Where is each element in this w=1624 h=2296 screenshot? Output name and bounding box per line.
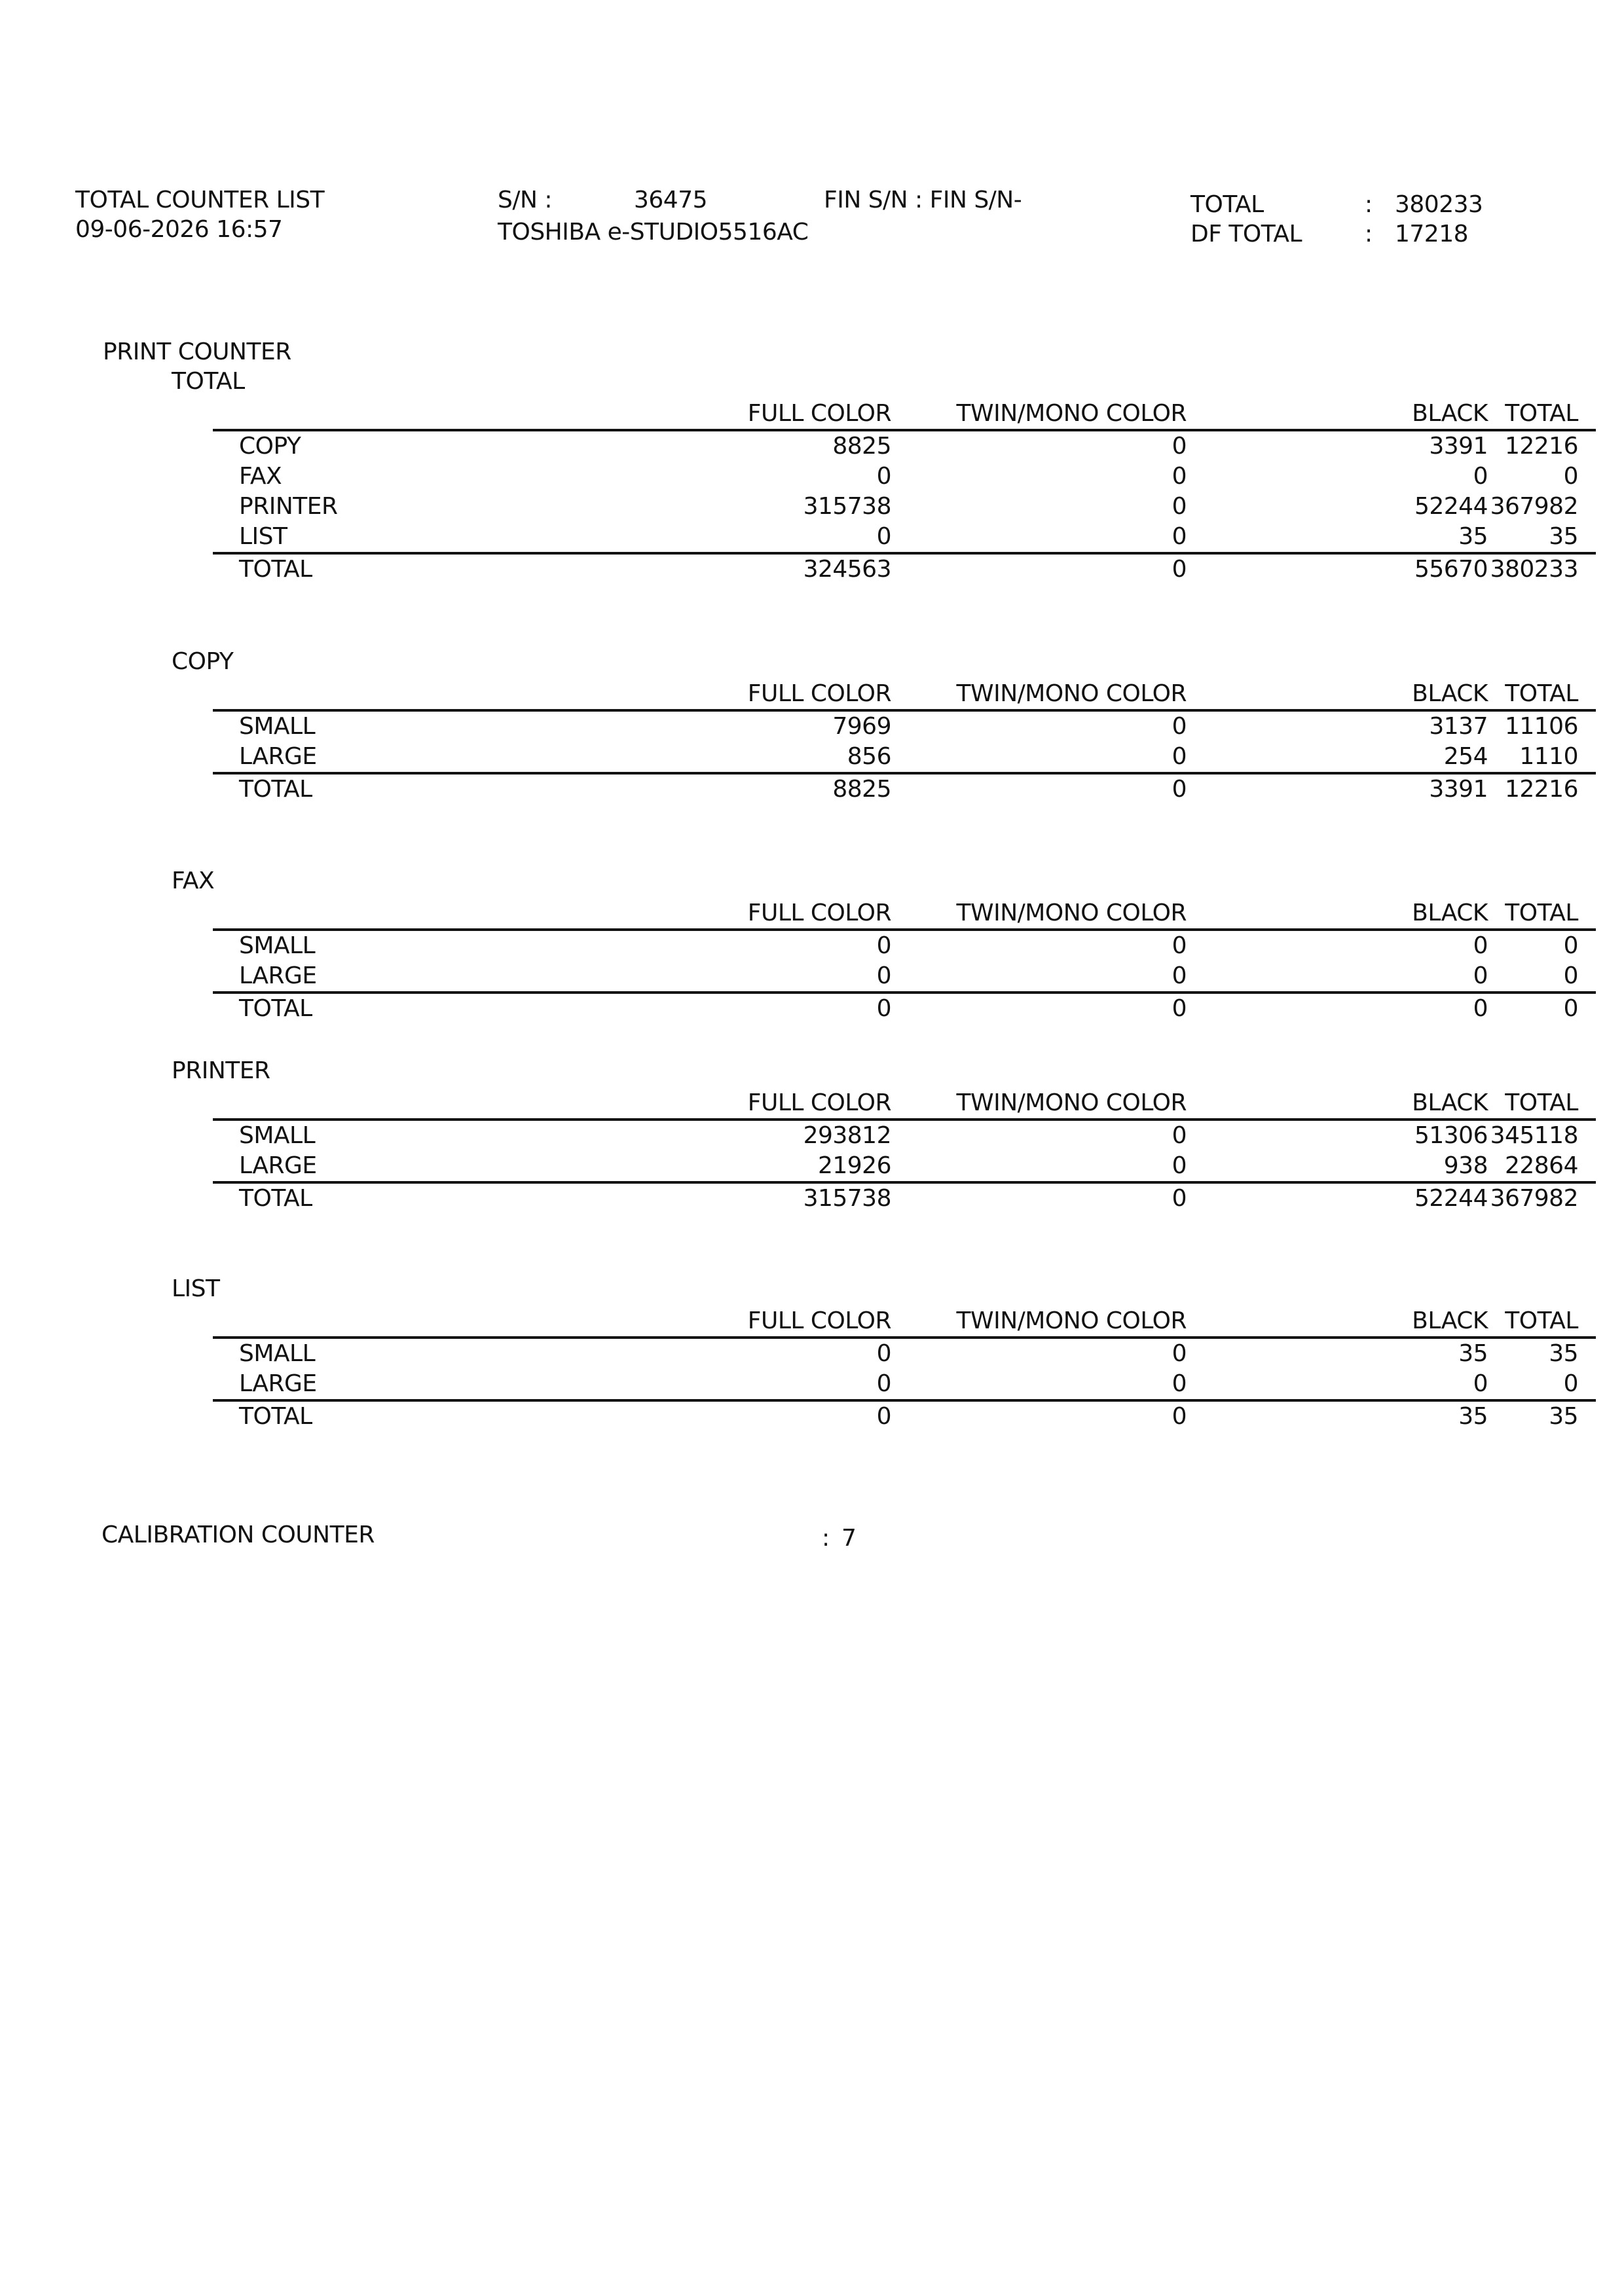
- df-total-label: DF TOTAL: [1190, 221, 1302, 247]
- row-label: SMALL: [239, 932, 316, 959]
- col-twin-mono: TWIN/MONO COLOR: [956, 400, 1187, 427]
- table-copy: [213, 678, 1596, 807]
- cell-black: 938: [1443, 1152, 1488, 1179]
- fin-sn: FIN S/N : FIN S/N-: [824, 187, 1022, 213]
- table-row: [213, 1151, 1596, 1184]
- cell-twin-mono: 0: [1172, 962, 1187, 989]
- cell-full-color: 8825: [832, 776, 891, 803]
- cell-black: 0: [1473, 962, 1488, 989]
- row-label: SMALL: [239, 1122, 316, 1149]
- table-total-row: [213, 555, 1596, 587]
- row-label: LIST: [239, 523, 287, 550]
- table-row: [213, 931, 1596, 961]
- model-name: TOSHIBA e-STUDIO5516AC: [498, 219, 809, 246]
- cell-twin-mono: 0: [1172, 743, 1187, 770]
- table-total-row: [213, 1402, 1596, 1434]
- section-title-printer: PRINTER: [172, 1057, 270, 1084]
- cell-total: 0: [1563, 995, 1578, 1022]
- col-total: TOTAL: [1505, 1307, 1578, 1334]
- col-full-color: FULL COLOR: [747, 1089, 891, 1116]
- row-label: SMALL: [239, 713, 316, 740]
- cell-black: 0: [1473, 995, 1488, 1022]
- calibration-colon: :: [822, 1525, 830, 1552]
- cell-total: 367982: [1490, 493, 1578, 520]
- cell-black: 0: [1473, 932, 1488, 959]
- col-twin-mono: TWIN/MONO COLOR: [956, 1089, 1187, 1116]
- cell-total: 11106: [1504, 713, 1578, 740]
- col-black: BLACK: [1412, 1307, 1488, 1334]
- cell-black: 0: [1473, 1370, 1488, 1397]
- cell-black: 35: [1458, 523, 1488, 550]
- col-total: TOTAL: [1505, 680, 1578, 707]
- row-label: TOTAL: [239, 1403, 312, 1430]
- table-header: [213, 1087, 1596, 1121]
- cell-total: 35: [1549, 523, 1578, 550]
- col-black: BLACK: [1412, 400, 1488, 427]
- cell-full-color: 0: [876, 932, 891, 959]
- cell-black: 3391: [1429, 776, 1488, 803]
- table-row: [213, 1339, 1596, 1369]
- cell-total: 35: [1549, 1403, 1578, 1430]
- cell-full-color: 8825: [832, 433, 891, 460]
- cell-total: 12216: [1504, 433, 1578, 460]
- cell-twin-mono: 0: [1172, 1340, 1187, 1367]
- total-label: TOTAL: [1190, 191, 1264, 218]
- cell-twin-mono: 0: [1172, 995, 1187, 1022]
- cell-twin-mono: 0: [1172, 1152, 1187, 1179]
- cell-total: 0: [1563, 962, 1578, 989]
- cell-twin-mono: 0: [1172, 776, 1187, 803]
- row-label: SMALL: [239, 1340, 316, 1367]
- sn-label: S/N :: [498, 187, 552, 213]
- table-list: [213, 1305, 1596, 1434]
- table-header: [213, 397, 1596, 431]
- cell-full-color: 0: [876, 995, 891, 1022]
- table-row: [213, 522, 1596, 555]
- report-title: TOTAL COUNTER LIST: [75, 187, 325, 213]
- cell-full-color: 0: [876, 1403, 891, 1430]
- cell-twin-mono: 0: [1172, 1122, 1187, 1149]
- row-label: TOTAL: [239, 556, 312, 583]
- cell-full-color: 7969: [832, 713, 891, 740]
- col-twin-mono: TWIN/MONO COLOR: [956, 900, 1187, 926]
- table-header: [213, 897, 1596, 931]
- table-total: [213, 397, 1596, 587]
- row-label: TOTAL: [239, 776, 312, 803]
- section-title-list: LIST: [172, 1275, 220, 1302]
- cell-total: 12216: [1504, 776, 1578, 803]
- row-label: FAX: [239, 463, 282, 490]
- table-header: [213, 1305, 1596, 1339]
- cell-full-color: 0: [876, 463, 891, 490]
- row-label: COPY: [239, 433, 301, 460]
- col-full-color: FULL COLOR: [747, 900, 891, 926]
- cell-full-color: 856: [847, 743, 891, 770]
- cell-total: 345118: [1490, 1122, 1578, 1149]
- table-row: [213, 712, 1596, 742]
- table-header: [213, 678, 1596, 712]
- row-label: PRINTER: [239, 493, 338, 520]
- print-counter-title: PRINT COUNTER: [103, 338, 291, 365]
- row-label: LARGE: [239, 1370, 317, 1397]
- table-row: [213, 961, 1596, 994]
- cell-total: 0: [1563, 932, 1578, 959]
- cell-twin-mono: 0: [1172, 1403, 1187, 1430]
- total-colon: :: [1365, 191, 1373, 218]
- table-row: [213, 462, 1596, 492]
- col-total: TOTAL: [1505, 400, 1578, 427]
- table-fax: [213, 897, 1596, 1027]
- cell-full-color: 0: [876, 1370, 891, 1397]
- table-row: [213, 492, 1596, 522]
- calibration-value: 7: [841, 1525, 857, 1552]
- cell-black: 51306: [1414, 1122, 1488, 1149]
- col-full-color: FULL COLOR: [747, 400, 891, 427]
- total-value: 380233: [1395, 191, 1483, 218]
- cell-black: 35: [1458, 1340, 1488, 1367]
- cell-twin-mono: 0: [1172, 1185, 1187, 1212]
- cell-black: 3137: [1429, 713, 1488, 740]
- cell-black: 35: [1458, 1403, 1488, 1430]
- col-total: TOTAL: [1505, 1089, 1578, 1116]
- cell-twin-mono: 0: [1172, 523, 1187, 550]
- cell-total: 0: [1563, 1370, 1578, 1397]
- cell-full-color: 293812: [803, 1122, 891, 1149]
- col-total: TOTAL: [1505, 900, 1578, 926]
- cell-twin-mono: 0: [1172, 1370, 1187, 1397]
- cell-full-color: 324563: [803, 556, 891, 583]
- row-label: LARGE: [239, 743, 317, 770]
- row-label: TOTAL: [239, 995, 312, 1022]
- table-total-row: [213, 774, 1596, 807]
- cell-total: 22864: [1504, 1152, 1578, 1179]
- table-total-row: [213, 1184, 1596, 1216]
- cell-twin-mono: 0: [1172, 433, 1187, 460]
- cell-black: 3391: [1429, 433, 1488, 460]
- cell-black: 52244: [1414, 493, 1488, 520]
- cell-twin-mono: 0: [1172, 493, 1187, 520]
- cell-full-color: 21926: [817, 1152, 891, 1179]
- table-row: [213, 742, 1596, 774]
- table-row: [213, 1369, 1596, 1402]
- sn-value: 36475: [634, 187, 708, 213]
- cell-twin-mono: 0: [1172, 932, 1187, 959]
- table-row: [213, 431, 1596, 462]
- df-total-value: 17218: [1395, 221, 1469, 247]
- cell-total: 1110: [1519, 743, 1578, 770]
- col-twin-mono: TWIN/MONO COLOR: [956, 680, 1187, 707]
- col-twin-mono: TWIN/MONO COLOR: [956, 1307, 1187, 1334]
- col-full-color: FULL COLOR: [747, 1307, 891, 1334]
- report-datetime: 09-06-2026 16:57: [75, 216, 283, 243]
- cell-full-color: 0: [876, 523, 891, 550]
- cell-black: 0: [1473, 463, 1488, 490]
- cell-total: 367982: [1490, 1185, 1578, 1212]
- cell-black: 254: [1443, 743, 1488, 770]
- table-total-row: [213, 994, 1596, 1027]
- section-title-total: TOTAL: [172, 368, 245, 395]
- col-black: BLACK: [1412, 1089, 1488, 1116]
- df-total-colon: :: [1365, 221, 1373, 247]
- row-label: LARGE: [239, 962, 317, 989]
- cell-black: 52244: [1414, 1185, 1488, 1212]
- cell-twin-mono: 0: [1172, 463, 1187, 490]
- row-label: TOTAL: [239, 1185, 312, 1212]
- cell-full-color: 0: [876, 962, 891, 989]
- cell-total: 35: [1549, 1340, 1578, 1367]
- cell-full-color: 315738: [803, 493, 891, 520]
- calibration-label: CALIBRATION COUNTER: [101, 1522, 375, 1548]
- col-black: BLACK: [1412, 680, 1488, 707]
- row-label: LARGE: [239, 1152, 317, 1179]
- cell-twin-mono: 0: [1172, 556, 1187, 583]
- table-row: [213, 1121, 1596, 1151]
- cell-full-color: 315738: [803, 1185, 891, 1212]
- section-title-fax: FAX: [172, 867, 215, 894]
- cell-total: 0: [1563, 463, 1578, 490]
- cell-black: 55670: [1414, 556, 1488, 583]
- col-black: BLACK: [1412, 900, 1488, 926]
- col-full-color: FULL COLOR: [747, 680, 891, 707]
- section-title-copy: COPY: [172, 648, 234, 675]
- table-printer: [213, 1087, 1596, 1216]
- cell-full-color: 0: [876, 1340, 891, 1367]
- cell-total: 380233: [1490, 556, 1578, 583]
- cell-twin-mono: 0: [1172, 713, 1187, 740]
